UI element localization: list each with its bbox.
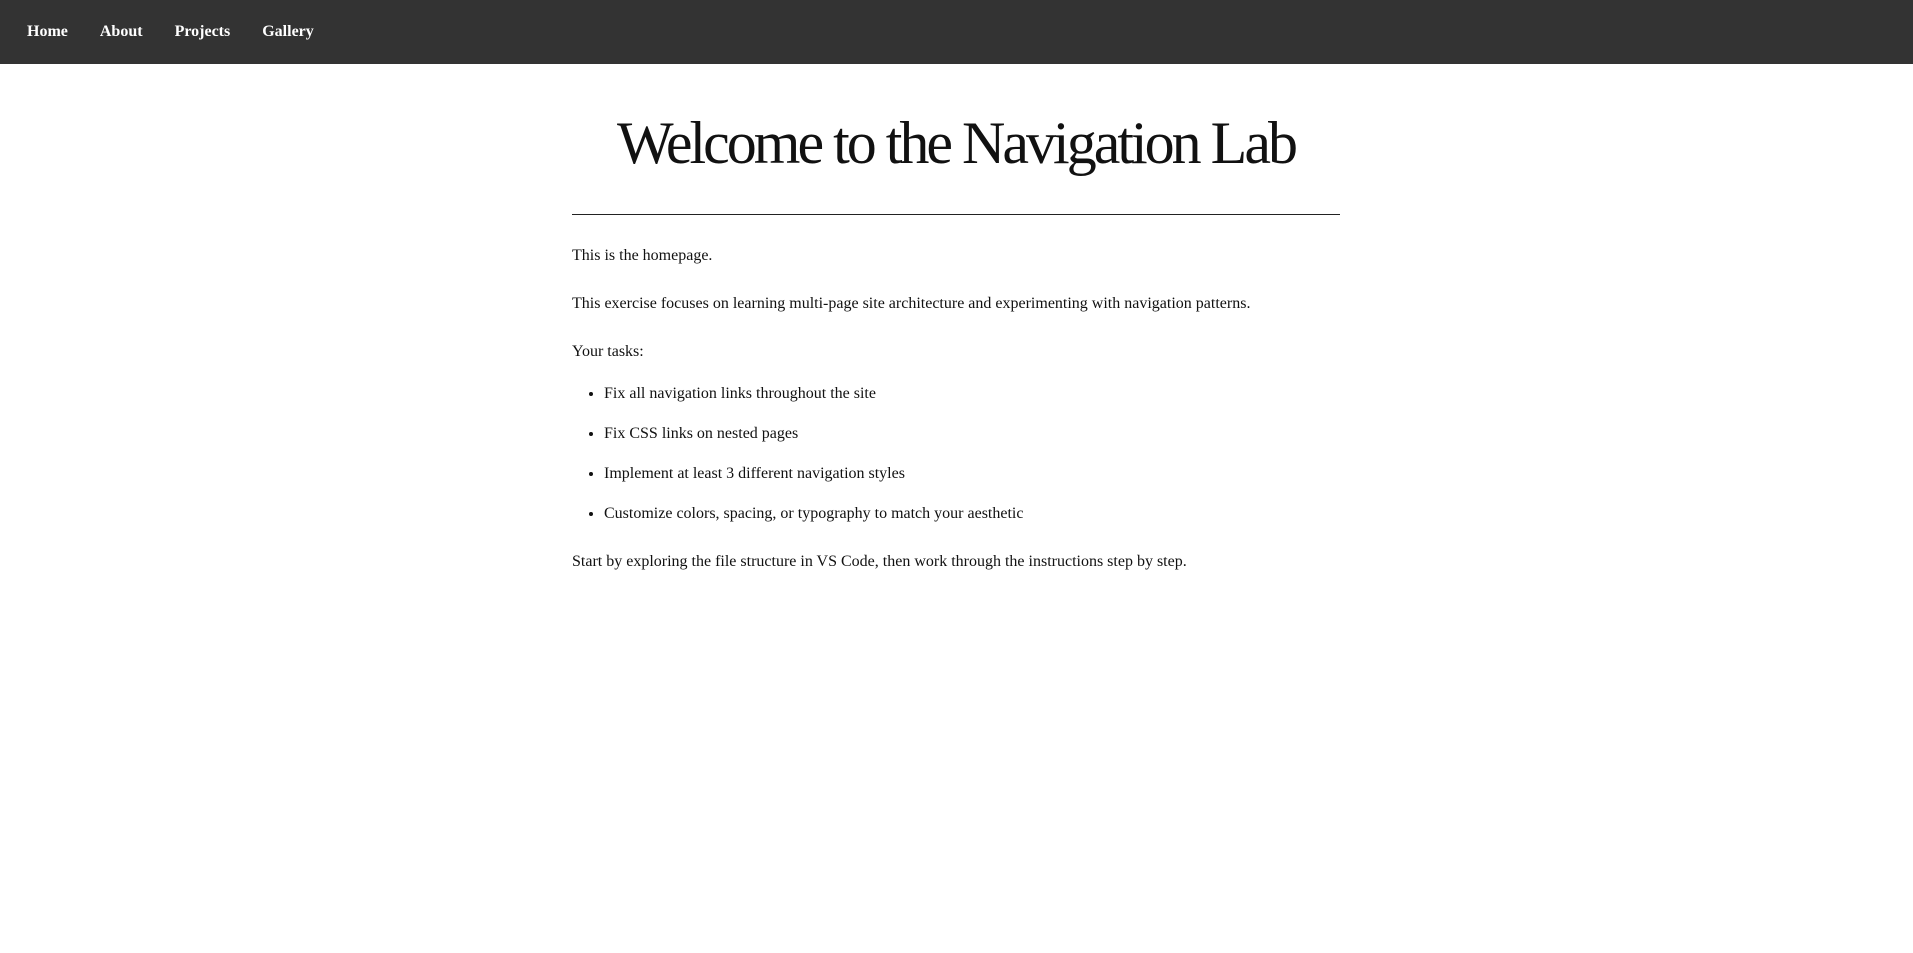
top-navbar [0, 0, 1913, 64]
task-item-css-links: • Fix CSS links on nested pages [604, 424, 1340, 443]
tasks-heading: Your tasks: [572, 343, 644, 361]
nav-link-gallery[interactable]: Gallery [262, 23, 314, 40]
description-text: This exercise focuses on learning multi-page site architecture and experimenting with navigation patterns. [572, 295, 1251, 313]
closing-text: Start by exploring the file structure in VS Code, then work through the instructions step by step. [572, 553, 1187, 571]
main-content [572, 64, 1340, 572]
nav-link-home[interactable]: Home [27, 23, 68, 40]
nav-link-projects[interactable]: Projects [174, 23, 231, 40]
task-list [572, 384, 1340, 524]
task-item-customize: • Customize colors, spacing, or typography to match your aesthetic [604, 504, 1340, 523]
task-item-navigation-links: • Fix all navigation links throughout the site [604, 384, 1340, 403]
page-title: Welcome to the Navigation Lab [617, 110, 1295, 176]
task-item-navigation-styles: • Implement at least 3 different navigation styles [604, 464, 1340, 483]
title-divider [572, 214, 1340, 215]
intro-text: This is the homepage. [572, 247, 713, 264]
nav-link-about[interactable]: About [99, 23, 143, 40]
